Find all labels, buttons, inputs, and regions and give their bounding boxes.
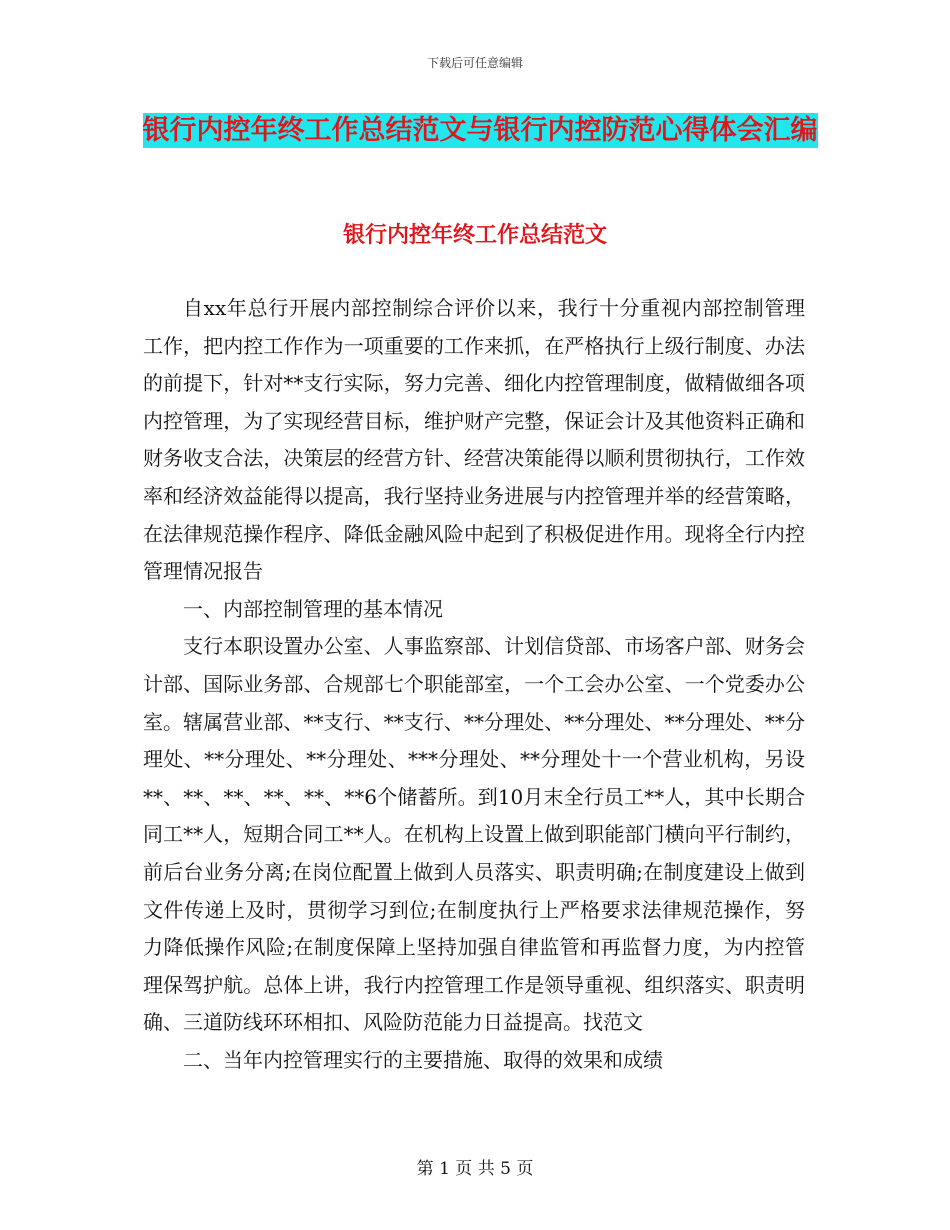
heading-basic-situation: 一、内部控制管理的基本情况 bbox=[183, 596, 443, 621]
document-title bbox=[140, 108, 820, 154]
document-title-text: 银行内控年终工作总结范文与银行内控防范心得体会汇编 bbox=[142, 115, 818, 146]
paragraph-organization: 支行本职设置办公室、人事监察部、计划信贷部、市场客户部、财务会计部、国际业务部、合规部七个职能部室，一个工会办公室、一个党委办公室。辖属营业部、**支行、**支行、**分理处、**分理处、**分理处、**分理处、**分理处、**分理处、***分理处、**分理处十一个营业机构，另设**、**、**、**、**、**6个储蓄所。到10月末全行员工**人，其中长期合同工**人，短期合同工**人。在机构上设置上做到职能部门横向平行制约，前后台业务分离;在岗位配置上做到人员落实、职责明确;在制度建设上做到文件传递上及时，贯彻学习到位;在制度执行上严格要求法律规范操作，努力降低操作风险;在制度保障上坚持加强自律监管和再监督力度，为内控管理保驾护航。总体上讲，我行内控管理工作是领导重视、组织落实、职责明确、三道防线环环相扣、风险防范能力日益提高。找范文 bbox=[143, 634, 805, 1035]
document-body bbox=[143, 290, 805, 1079]
paragraph-intro: 自xx年总行开展内部控制综合评价以来，我行十分重视内部控制管理工作，把内控工作作为一项重要的工作来抓，在严格执行上级行制度、办法的前提下，针对**支行实际，努力完善、细化内控管理制度，做精做细各项内控管理，为了实现经营目标，维护财产完整，保证会计及其他资料正确和财务收支合法，决策层的经营方针、经营决策能得以顺利贯彻执行，工作效率和经济效益能得以提高，我行坚持业务进展与内控管理并举的经营策略，在法律规范操作程序、降低金融风险中起到了积极促进作用。现将全行内控管理情况报告 bbox=[143, 296, 805, 584]
heading-main-measures: 二、当年内控管理实行的主要措施、取得的效果和成绩 bbox=[183, 1047, 663, 1072]
page-footer: 第 1 页 共 5 页 bbox=[416, 1159, 534, 1179]
page-header: 下载后可任意编辑 bbox=[426, 56, 523, 70]
section-title: 银行内控年终工作总结范文 bbox=[342, 222, 607, 248]
